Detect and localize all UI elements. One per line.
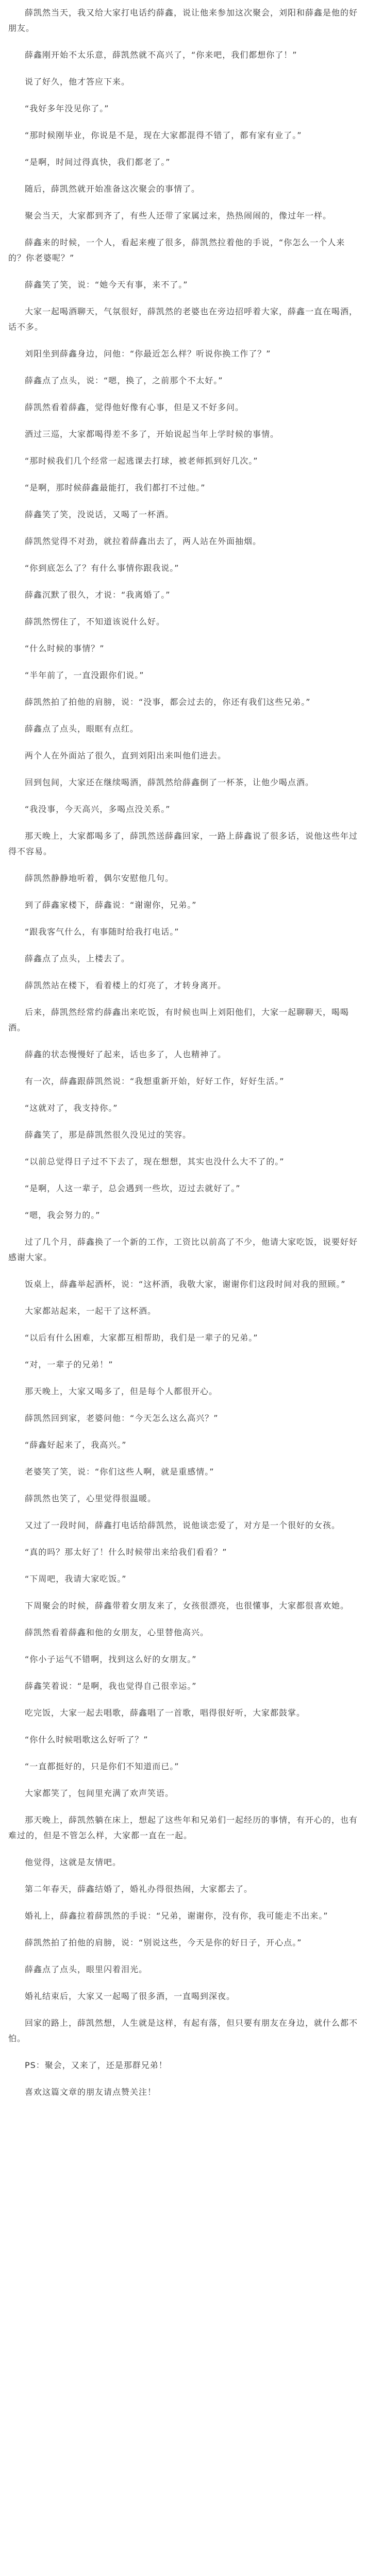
paragraph: “你什么时候唱歌这么好听了？” — [25, 1735, 148, 1744]
paragraph: 薛鑫点了点头，眼眶有点红。 — [25, 724, 139, 734]
paragraph: 老婆笑了笑，说：“你们这些人啊，就是重感情。” — [25, 1467, 214, 1477]
paragraph: 回家的路上，薛凯然想，人生就是这样，有起有落，但只要有朋友在身边，就什么都不怕。 — [8, 2018, 358, 2043]
paragraph: “那时候刚毕业，你说是不是，现在大家都混得不错了，都有家有业了。” — [25, 130, 302, 140]
paragraph: 又过了一段时间，薛鑫打电话给薛凯然，说他谈恋爱了，对方是一个很好的女孩。 — [25, 1520, 341, 1530]
paragraph: 薛鑫来的时候，一个人，看起来瘦了很多，薛凯然拉着他的手说，“你怎么一个人来的？你老婆呢？” — [8, 238, 345, 263]
paragraph: “是啊，那时候薛鑫最能打，我们都打不过他。” — [25, 483, 206, 493]
paragraph: 婚礼上，薛鑫拉着薛凯然的手说：“兄弟，谢谢你，没有你，我可能走不出来。” — [25, 1911, 328, 1921]
paragraph: “是啊，人这一辈子，总会遇到一些坎，迈过去就好了。” — [25, 1183, 241, 1193]
paragraph: 薛凯然觉得不对劲，就拉着薛鑫出去了，两人站在外面抽烟。 — [25, 536, 262, 546]
paragraph: 薛鑫刚开始不太乐意，薛凯然就不高兴了，“你来吧，我们都想你了！” — [25, 50, 297, 60]
paragraph: 大家一起喝酒聊天，气氛很好，薛凯然的老婆也在旁边招呼着大家，薛鑫一直在喝酒，话不多。 — [8, 307, 358, 332]
paragraph: 薛凯然也笑了，心里觉得很温暖。 — [25, 1494, 157, 1503]
paragraph: “对，一辈子的兄弟！” — [25, 1360, 113, 1369]
paragraph: 薛凯然拍了拍他的肩膀，说：“没事，都会过去的，你还有我们这些兄弟。” — [25, 697, 311, 707]
paragraph: 薛凯然看着薛鑫和他的女朋友，心里替他高兴。 — [25, 1628, 209, 1637]
paragraph: 随后，薛凯然就开始准备这次聚会的事情了。 — [25, 184, 201, 194]
paragraph: 他觉得，这就是友情吧。 — [25, 1857, 122, 1867]
paragraph: 那天晚上，大家都喝多了，薛凯然送薛鑫回家，一路上薛鑫说了很多话，说他这些年过得不容易。 — [8, 831, 358, 856]
paragraph: 薛凯然回到家，老婆问他：“今天怎么这么高兴？” — [25, 1413, 219, 1423]
paragraph: “这就对了，我支持你。” — [25, 1103, 118, 1113]
paragraph: 两个人在外面站了很久，直到刘阳出来叫他们进去。 — [25, 751, 227, 760]
paragraph: 那天晚上，大家又喝多了，但是每个人都很开心。 — [25, 1386, 218, 1396]
paragraph: 大家都站起来，一起干了这杯酒。 — [25, 1306, 157, 1316]
paragraph: 吃完饭，大家一起去唱歌，薛鑫唱了一首歌，唱得很好听，大家都鼓掌。 — [25, 1708, 306, 1718]
paragraph: 大家都笑了，包间里充满了欢声笑语。 — [25, 1788, 174, 1798]
paragraph: 薛凯然拍了拍他的肩膀，说：“别说这些，今天是你的好日子，开心点。” — [25, 1938, 302, 1947]
paragraph: 薛凯然愣住了，不知道该说什么好。 — [25, 617, 165, 626]
paragraph: “你到底怎么了？有什么事情你跟我说。” — [25, 563, 179, 573]
paragraph: 后来，薛凯然经常约薛鑫出来吃饭，有时候也叫上刘阳他们，大家一起聊聊天，喝喝酒。 — [8, 1007, 350, 1032]
paragraph: “那时候我们几个经常一起逃课去打球，被老师抓到好几次。” — [25, 456, 258, 466]
paragraph: 过了几个月，薛鑫换了一个新的工作，工资比以前高了不少，他请大家吃饭，说要好好感谢大家。 — [8, 1237, 358, 1262]
paragraph: 喜欢这篇文章的朋友请点赞关注！ — [25, 2087, 157, 2097]
paragraph: 薛鑫点了点头，上楼去了。 — [25, 954, 130, 963]
paragraph: 薛鑫笑了，那是薛凯然很久没见过的笑容。 — [25, 1130, 192, 1140]
paragraph: 薛凯然静静地听着，偶尔安慰他几句。 — [25, 873, 174, 883]
paragraph: 薛凯然当天，我又给大家打电话约薛鑫，说让他来参加这次聚会，刘阳和薛鑫是他的好朋友。 — [8, 8, 358, 33]
paragraph: 薛凯然站在楼下，看着楼上的灯亮了，才转身离开。 — [25, 980, 227, 990]
paragraph: “我好多年没见你了。” — [25, 104, 109, 113]
paragraph: 下周聚会的时候，薛鑫带着女朋友来了，女孩很漂亮，也很懂事，大家都很喜欢她。 — [25, 1601, 350, 1611]
paragraph: 那天晚上，薛凯然躺在床上，想起了这些年和兄弟们一起经历的事情，有开心的，也有难过的，但是不管怎么样，大家都一直在一起。 — [8, 1815, 358, 1840]
paragraph: 薛鑫点了点头，说：“嗯，换了，之前那个不太好。” — [25, 376, 223, 385]
paragraph: 说了好久，他才答应下来。 — [25, 77, 130, 87]
paragraph: “以后有什么困难，大家都互相帮助，我们是一辈子的兄弟。” — [25, 1333, 258, 1343]
paragraph: “半年前了，一直没跟你们说。” — [25, 670, 144, 680]
paragraph: 薛鑫笑了笑，没说话，又喝了一杯酒。 — [25, 510, 174, 519]
paragraph: “什么时候的事情？” — [25, 643, 105, 653]
article-body — [8, 5, 359, 2111]
paragraph: 薛鑫沉默了很久，才说：“我离婚了。” — [25, 590, 171, 600]
paragraph: “你小子运气不错啊，找到这么好的女朋友。” — [25, 1654, 197, 1664]
paragraph: 薛凯然看着薛鑫，觉得他好像有心事，但是又不好多问。 — [25, 402, 244, 412]
paragraph: “真的吗？那太好了！什么时候带出来给我们看看？” — [25, 1547, 227, 1557]
paragraph: “跟我客气什么，有事随时给我打电话。” — [25, 927, 179, 937]
paragraph: “薛鑫好起来了，我高兴。” — [25, 1440, 127, 1450]
paragraph: 第二年春天，薛鑫结婚了，婚礼办得很热闹，大家都去了。 — [25, 1884, 253, 1894]
paragraph: 有一次，薛鑫跟薛凯然说：“我想重新开始，好好工作，好好生活。” — [25, 1076, 285, 1086]
paragraph: 薛鑫笑了笑，说：“她今天有事，来不了。” — [25, 280, 188, 290]
paragraph: 薛鑫的状态慢慢好了起来，话也多了，人也精神了。 — [25, 1049, 227, 1059]
paragraph: 到了薛鑫家楼下，薛鑫说：“谢谢你，兄弟。” — [25, 900, 197, 910]
paragraph: “一直都挺好的，只是你们不知道而已。” — [25, 1761, 179, 1771]
paragraph: “以前总觉得日子过不下去了，现在想想，其实也没什么大不了的。” — [25, 1157, 285, 1166]
paragraph: 饭桌上，薛鑫举起酒杯，说：“这杯酒，我敬大家，谢谢你们这段时间对我的照顾。” — [25, 1279, 346, 1289]
paragraph: 回到包间，大家还在继续喝酒，薛凯然给薛鑫倒了一杯茶，让他少喝点酒。 — [25, 777, 314, 787]
paragraph: 薛鑫笑着说：“是啊，我也觉得自己很幸运。” — [25, 1681, 197, 1691]
paragraph: PS：聚会，又来了，还是那群兄弟！ — [25, 2060, 168, 2070]
paragraph: “是啊，时间过得真快，我们都老了。” — [25, 157, 171, 167]
paragraph: “下周吧，我请大家吃饭。” — [25, 1574, 127, 1584]
paragraph: 刘阳坐到薛鑫身边，问他：“你最近怎么样？听说你换工作了？” — [25, 349, 271, 359]
paragraph: “嗯，我会努力的。” — [25, 1210, 101, 1220]
paragraph: 薛鑫点了点头，眼里闪着泪光。 — [25, 1964, 148, 1974]
paragraph: 酒过三巡，大家都喝得差不多了，开始说起当年上学时候的事情。 — [25, 429, 279, 439]
paragraph: “我没事，今天高兴，多喝点没关系。” — [25, 804, 171, 814]
paragraph: 婚礼结束后，大家又一起喝了很多酒，一直喝到深夜。 — [25, 1991, 236, 2001]
paragraph: 聚会当天，大家都到齐了，有些人还带了家属过来，热热闹闹的，像过年一样。 — [25, 211, 332, 221]
